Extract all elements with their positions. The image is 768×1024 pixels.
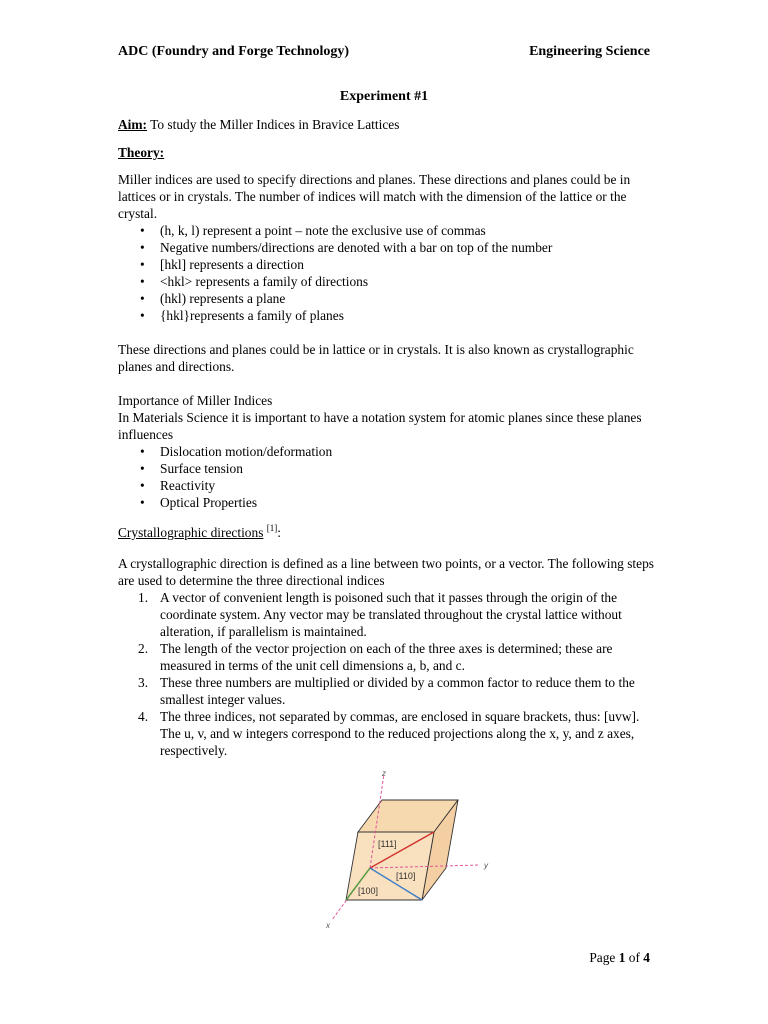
- list-item: • (hkl) represents a plane: [118, 290, 658, 307]
- step-text: A vector of convenient length is poisoned such that it passes through the origin of the coordinate system. Any vector may be translated throughout the crystal lattice without alteration, if parallelism is maintained.: [160, 590, 622, 639]
- list-item: • Surface tension: [118, 460, 658, 477]
- footer-of: of: [625, 950, 644, 965]
- experiment-title: Experiment #1: [339, 89, 429, 104]
- cryst-dir-colon: :: [277, 525, 281, 540]
- page-header: [118, 43, 650, 60]
- reference-marker: [1]: [266, 522, 278, 533]
- importance-heading: Importance of Miller Indices: [118, 393, 273, 408]
- list-item: [118, 589, 658, 640]
- page-footer: [0, 949, 650, 966]
- list-item: • Reactivity: [118, 477, 658, 494]
- axis-label-y: y: [484, 861, 488, 870]
- body-content: [118, 116, 658, 759]
- list-item: • <hkl> represents a family of directions: [118, 273, 658, 290]
- step-text: The three indices, not separated by commas, are enclosed in square brackets, thus: [uvw]. The u, v, and w integers correspond to the reduced projections along the x, y, and z axes, respectively.: [160, 709, 640, 758]
- steps-list: [118, 589, 658, 759]
- step-text: These three numbers are multiplied or divided by a common factor to reduce them to the smallest integer values.: [160, 675, 635, 707]
- step-number: 2.: [138, 641, 149, 656]
- list-item: • Negative numbers/directions are denoted with a bar on top of the number: [118, 239, 658, 256]
- header-left: ADC (Foundry and Forge Technology): [118, 44, 350, 59]
- list-item: • Optical Properties: [118, 494, 658, 511]
- crystallographic-directions-heading: [118, 524, 658, 541]
- header-right: Engineering Science: [529, 44, 650, 59]
- unit-cell-figure: [320, 768, 500, 933]
- step-text: The length of the vector projection on each of the three axes is determined; these are measured in terms of the unit cell dimensions a, b, and c.: [160, 641, 613, 673]
- aim-text: To study the Miller Indices in Bravice Lattices: [147, 117, 400, 132]
- label-111: [111]: [378, 839, 397, 849]
- step-number: 1.: [138, 590, 149, 605]
- cryst-intro: A crystallographic direction is defined as a line between two points, or a vector. The following steps are used to determine the three directional indices: [118, 556, 654, 588]
- label-110: [110]: [396, 871, 416, 881]
- step-number: 3.: [138, 675, 149, 690]
- label-100: [100]: [358, 886, 379, 896]
- page-number-current: 1: [618, 950, 626, 965]
- list-item: • {hkl}represents a family of planes: [118, 307, 658, 324]
- aim-line: [118, 116, 658, 133]
- list-item: [118, 674, 658, 708]
- page-number-total: 4: [643, 950, 650, 965]
- step-number: 4.: [138, 709, 149, 724]
- axis-label-x: x: [326, 921, 330, 930]
- theory-intro: Miller indices are used to specify directions and planes. These directions and planes could be in lattices or in crystals. The number of indices will match with the dimension of the lattice or the crystal.: [118, 172, 631, 221]
- notation-list: [118, 222, 658, 324]
- cryst-dir-title: Crystallographic directions: [118, 525, 264, 540]
- importance-list: [118, 443, 658, 511]
- list-item: • Dislocation motion/deformation: [118, 443, 658, 460]
- aim-label: Aim:: [118, 117, 148, 132]
- list-item: • [hkl] represents a direction: [118, 256, 658, 273]
- footer-prefix: Page: [589, 950, 619, 965]
- axis-label-z: z: [382, 769, 386, 778]
- theory-heading: Theory:: [118, 145, 165, 160]
- list-item: [118, 640, 658, 674]
- list-item: • (h, k, l) represent a point – note the exclusive use of commas: [118, 222, 658, 239]
- list-item: [118, 708, 658, 759]
- planes-paragraph: These directions and planes could be in lattice or in crystals. It is also known as crystallographic planes and directions.: [118, 342, 634, 374]
- importance-text: In Materials Science it is important to have a notation system for atomic planes since these planes influences: [118, 410, 642, 442]
